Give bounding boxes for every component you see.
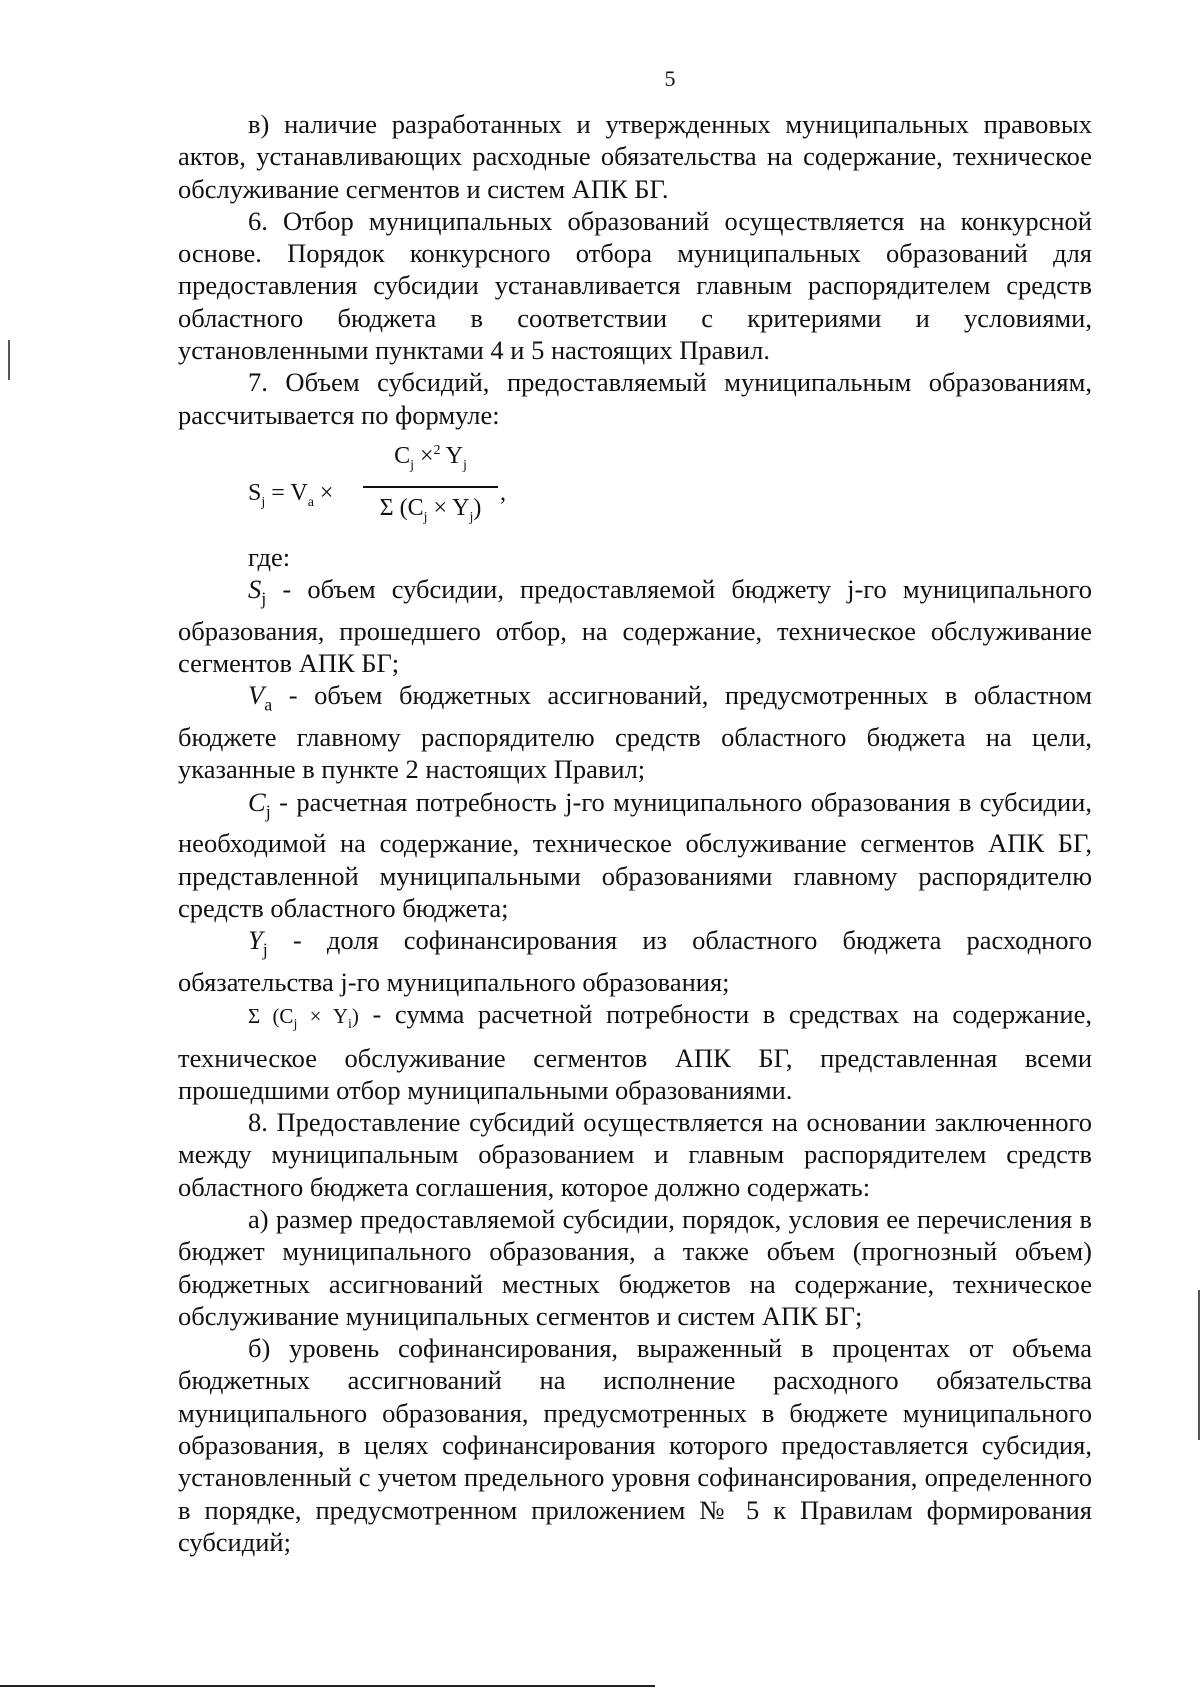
paragraph-v: в) наличие разработанных и утвержденных муниципальных правовых актов, устанавливающих расходные обязательства на содержание, техническое обслуживание сегментов и систем АПК БГ.: [178, 109, 1092, 204]
symbol-sum: Σ $(C_j \times Y_i)$: [248, 1004, 359, 1033]
symbol-v: $V_a$: [248, 680, 273, 715]
paragraph-6: 6. Отбор муниципальных образований осуществляется на конкурсной основе. Порядок конкурсного отбора муниципальных образований для предоставления субсидии устанавливается главным распорядителем средств областного бюджета в соответствии с критериями и условиями, установленными пунктами 4 и 5 настоящих Правил.: [178, 205, 1092, 366]
symbol-c: $C_j$: [248, 786, 271, 821]
formula-numerator: $C_j \times^2$ $Y_j$: [363, 435, 498, 488]
paragraph-7: 7. Объем субсидий, предоставляемый муниципальным образованиям, рассчитывается по формуле:: [178, 367, 1092, 430]
scan-margin-mark-left: [8, 340, 10, 380]
footer-rule: [0, 1685, 655, 1687]
definition-sum: Σ $(C_j \times Y_i)$ - сумма расчетной потребности в средствах на содержание, техническое обслуживание сегментов АПК БГ, представленная всеми прошедшими отбор муниципальными образованиями.: [178, 999, 1092, 1105]
definition-s: $S_j$ - объем субсидии, предоставляемой бюджету j-го муниципального образования, прошедшего отбор, на содержание, техническое обслуживание сегментов АПК БГ;: [178, 574, 1092, 679]
paragraph-8b: б) уровень софинансирования, выраженный в процентах от объема бюджетных ассигнований на исполнение расходного обязательства муниципального образования, предусмотренных в бюджете муниципального образования, в целях софинансирования которого предоставляется субсидия, установленный с учетом предельного уровня софинансирования, определенного в порядке, предусмотренном приложением № 5 к Правилам формирования субсидий;: [178, 1333, 1092, 1557]
document-body: [178, 108, 1092, 1558]
symbol-s: $S_j$: [248, 574, 267, 609]
paragraph-8: 8. Предоставление субсидий осуществляется на основании заключенного между муниципальным образованием и главным распорядителем средств областного бюджета соглашения, которое должно содержать:: [178, 1107, 1092, 1202]
definition-y: $Y_j$ - доля софинансирования из областного бюджета расходного обязательства j-го муниципального образования;: [178, 925, 1092, 997]
paragraph-8a: а) размер предоставляемой субсидии, порядок, условия ее перечисления в бюджет муниципального образования, а также объем (прогнозный объем) бюджетных ассигнований местных бюджетов на содержание, техническое обслуживание муниципальных сегментов и систем АПК БГ;: [178, 1203, 1092, 1331]
formula-lhs: $S_j = V_a$ ×: [248, 479, 334, 510]
formula-comma: ,: [500, 479, 506, 506]
definition-c: $C_j$ - расчетная потребность j-го муниципального образования в субсидии, необходимой на содержание, техническое обслуживание сегментов АПК БГ, представленной муниципальными образованиями главному распорядителю средств областного бюджета;: [178, 786, 1092, 923]
formula-denominator: Σ $(C_j \times Y_j)$: [379, 495, 482, 525]
where-label: где:: [248, 541, 291, 572]
formula-fraction: [363, 435, 498, 534]
definition-v: $V_a$ - объем бюджетных ассигнований, предусмотренных в областном бюджете главному распорядителю средств областного бюджета на цели, указанные в пункте 2 настоящих Правил;: [178, 680, 1092, 785]
subsidy-formula: [178, 431, 1092, 541]
symbol-y: $Y_j$: [248, 925, 268, 960]
page-number: 5: [664, 66, 676, 91]
